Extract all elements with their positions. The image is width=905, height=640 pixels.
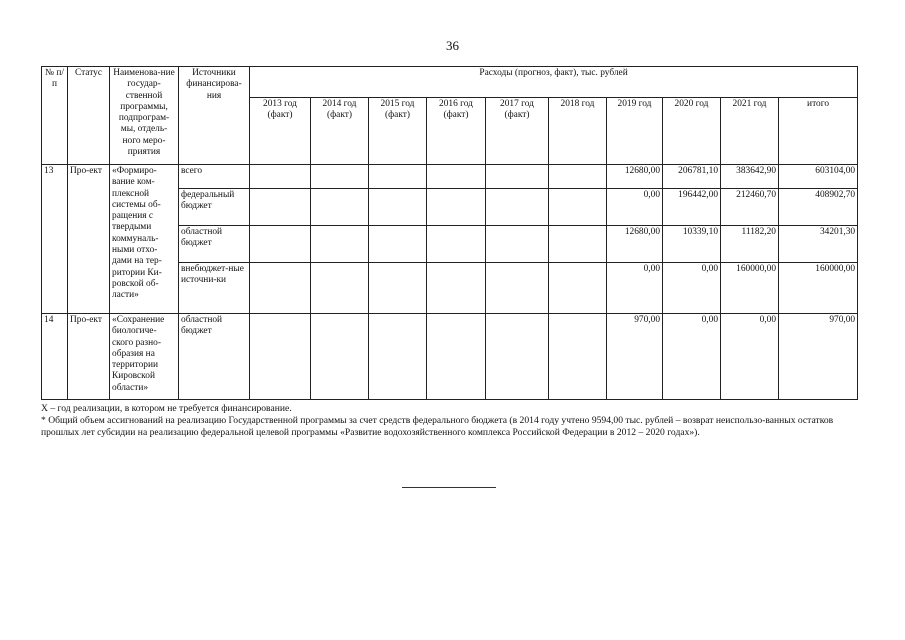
year-header: 2013 год (факт) [250,98,311,165]
header-status: Статус [68,67,110,165]
expenses-table [41,66,858,400]
footnotes [41,403,871,439]
table-row [42,314,858,400]
cell-total: 160000,00 [779,263,858,314]
cell-2019: 12680,00 [607,226,663,263]
cell-2021: 0,00 [721,314,779,400]
row-source: областной бюджет [179,226,250,263]
header-name: Наименова-ние государ-ственной программы, подпрограм-мы, отдель-ного меро-приятия [110,67,179,165]
footnote-asterisk: * Общий объем ассигнований на реализацию Государственной программы за счет средств федерального бюджета (в 2014 году учтено 9594,00 тыс. рублей – возврат неиспользо-ванных остатков прошлых лет субсидии на реализацию федеральной целевой программы «Развитие водохозяйственного комплекса Российской Федерации в 2012 – 2020 годах»). [41,414,834,438]
cell-2020: 206781,10 [663,165,721,189]
cell-total: 408902,70 [779,189,858,226]
year-header: итого [779,98,858,165]
page-number: 36 [446,38,459,53]
row-status: Про-ект [68,165,110,314]
cell-2021: 160000,00 [721,263,779,314]
cell-total: 970,00 [779,314,858,400]
year-header: 2020 год [663,98,721,165]
footnote-x: X – год реализации, в котором не требуется финансирование. [41,403,292,414]
year-header: 2018 год [549,98,607,165]
row-source: всего [179,165,250,189]
row-name: «Формиро-вание ком-плексной системы об-ращения с твердыми коммуналь-ными отхо-дами на тер-ритории Ки-ровской об-ласти» [110,165,179,314]
year-header: 2019 год [607,98,663,165]
cell-2020: 10339,10 [663,226,721,263]
cell-2021: 212460,70 [721,189,779,226]
year-header: 2015 год (факт) [369,98,427,165]
cell-total: 34201,30 [779,226,858,263]
header-expenses: Расходы (прогноз, факт), тыс. рублей [250,67,858,98]
row-source: внебюджет-ные источни-ки [179,263,250,314]
header-sources: Источники финансирова-ния [179,67,250,165]
cell-2019: 0,00 [607,189,663,226]
cell-2019: 12680,00 [607,165,663,189]
year-header: 2014 год (факт) [311,98,369,165]
end-rule [402,487,496,488]
cell-2021: 11182,20 [721,226,779,263]
row-source: федеральный бюджет [179,189,250,226]
table-row [42,165,858,189]
cell-2020: 0,00 [663,314,721,400]
row-num: 14 [42,314,68,400]
cell-2021: 383642,90 [721,165,779,189]
year-header: 2017 год (факт) [486,98,549,165]
cell-2020: 0,00 [663,263,721,314]
cell-2019: 0,00 [607,263,663,314]
row-source: областной бюджет [179,314,250,400]
cell-2019: 970,00 [607,314,663,400]
header-num: № п/п [42,67,68,165]
cell-2020: 196442,00 [663,189,721,226]
row-status: Про-ект [68,314,110,400]
year-header: 2016 год (факт) [427,98,486,165]
row-name: «Сохранение биологиче-ского разно-образия на территории Кировской области» [110,314,179,400]
year-header: 2021 год [721,98,779,165]
row-num: 13 [42,165,68,314]
cell-total: 603104,00 [779,165,858,189]
